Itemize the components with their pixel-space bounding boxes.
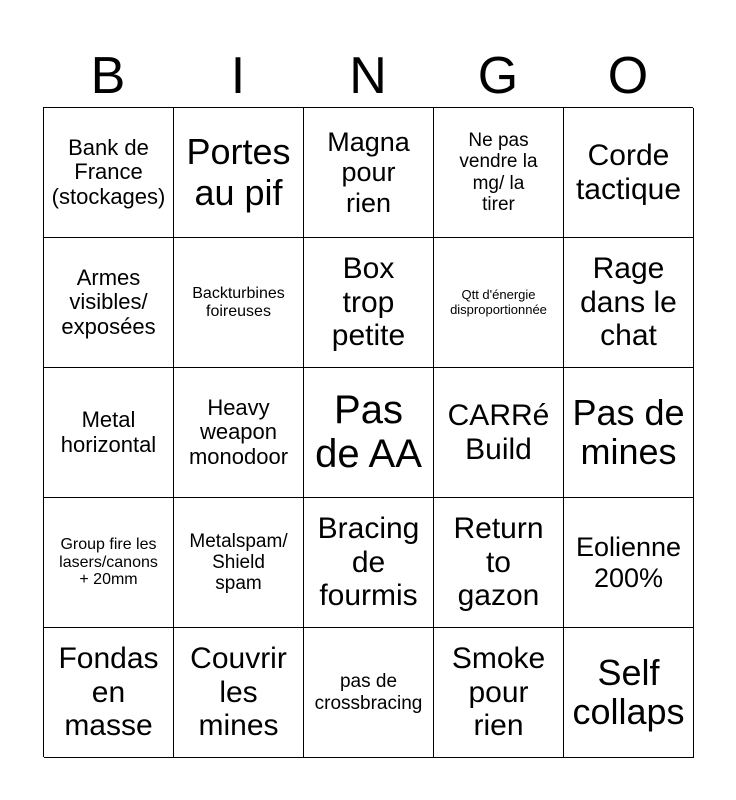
cell-text: Fondas en masse — [58, 642, 159, 743]
cell-text: Smoke pour rien — [451, 642, 546, 743]
bingo-cell-r4c3[interactable] — [304, 498, 434, 628]
cell-text: Pas de mines — [572, 391, 685, 472]
bingo-cell-r4c2[interactable] — [174, 498, 304, 628]
title-letter-g: G — [477, 47, 519, 105]
bingo-cell-r4c1[interactable] — [44, 498, 174, 628]
cell-text: Box trop petite — [331, 252, 406, 353]
bingo-cell-r2c3[interactable] — [304, 238, 434, 368]
cell-text: Metal horizontal — [60, 406, 157, 457]
bingo-cell-r1c5[interactable] — [564, 108, 694, 238]
bingo-cell-r5c3[interactable] — [304, 628, 434, 758]
bingo-cell-r3c2[interactable] — [174, 368, 304, 498]
bingo-cell-r3c5[interactable] — [564, 368, 694, 498]
bingo-cell-r3c3[interactable] — [304, 368, 434, 498]
bingo-cell-r1c3[interactable] — [304, 108, 434, 238]
bingo-cell-r2c4[interactable] — [434, 238, 564, 368]
bingo-cell-r3c4[interactable] — [434, 368, 564, 498]
bingo-cell-r3c1[interactable] — [44, 368, 174, 498]
cell-text: Couvrir les mines — [190, 642, 287, 743]
cell-text: pas de crossbracing — [314, 671, 423, 714]
cell-text: Self collaps — [572, 651, 685, 732]
cell-text: Magna pour rien — [327, 127, 410, 218]
cell-text: Bracing de fourmis — [317, 512, 420, 613]
title-letter-o: O — [607, 47, 649, 105]
bingo-grid — [43, 107, 693, 757]
cell-text: Metalspam/ Shield spam — [189, 530, 288, 595]
title-letter-i: I — [230, 47, 246, 105]
bingo-cell-r5c5[interactable] — [564, 628, 694, 758]
cell-text: Qtt d'énergie disproportionnée — [450, 286, 547, 317]
cell-text: Return to gazon — [453, 512, 544, 613]
cell-text: Heavy weapon monodoor — [188, 394, 289, 469]
cell-text: Portes au pif — [186, 131, 291, 213]
bingo-cell-r1c2[interactable] — [174, 108, 304, 238]
title-letter-n: N — [349, 47, 387, 105]
bingo-cell-r5c4[interactable] — [434, 628, 564, 758]
bingo-cell-r5c2[interactable] — [174, 628, 304, 758]
title-letter-b: B — [90, 47, 126, 105]
cell-text: Rage dans le chat — [580, 252, 677, 353]
bingo-cell-r2c2[interactable] — [174, 238, 304, 368]
cell-text: Pas de AA — [315, 388, 422, 476]
bingo-title — [43, 44, 693, 108]
cell-text: Ne pas vendre la mg/ la tirer — [459, 129, 538, 215]
bingo-cell-r1c1[interactable] — [44, 108, 174, 238]
cell-text: Bank de France (stockages) — [51, 134, 166, 209]
cell-text: Group fire les lasers/canons + 20mm — [59, 535, 158, 589]
cell-text: Backturbines foireuses — [192, 284, 285, 320]
cell-text: Eolienne 200% — [575, 532, 682, 593]
bingo-cell-r2c5[interactable] — [564, 238, 694, 368]
bingo-cell-r5c1[interactable] — [44, 628, 174, 758]
bingo-cell-r1c4[interactable] — [434, 108, 564, 238]
cell-text: Corde tactique — [575, 138, 682, 206]
bingo-cell-r2c1[interactable] — [44, 238, 174, 368]
bingo-cell-r4c5[interactable] — [564, 498, 694, 628]
cell-text: Armes visibles/ exposées — [61, 264, 156, 339]
bingo-cell-r4c4[interactable] — [434, 498, 564, 628]
cell-text: CARRé Build — [447, 398, 550, 466]
